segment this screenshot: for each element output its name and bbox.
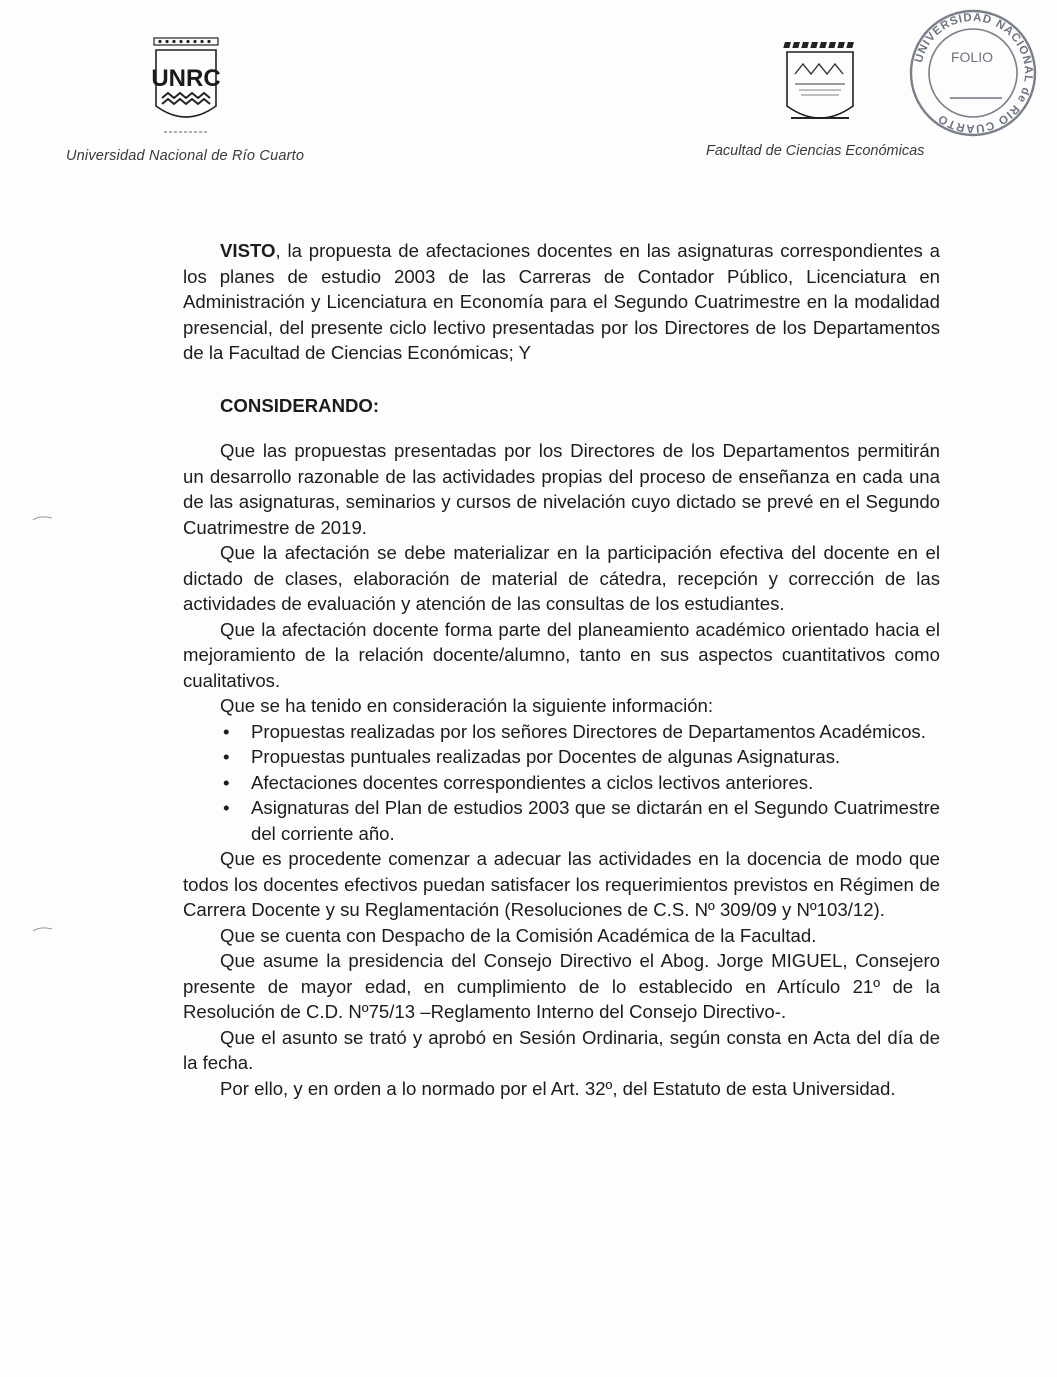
list-item: • Afectaciones docentes correspondientes a ciclos lectivos anteriores. [223, 770, 940, 796]
stamp-ring-text: UNIVERSIDAD NACIONAL de RIO CUARTO [913, 11, 1035, 135]
university-name: Universidad Nacional de Río Cuarto [66, 148, 305, 164]
fce-logo [783, 38, 857, 134]
list-item: • Propuestas realizadas por los señores Directores de Departamentos Académicos. [223, 719, 940, 745]
considerando-paragraph: Que es procedente comenzar a adecuar las actividades en la docencia de modo que todos los docentes efectivos puedan satisfacer los requerimientos previstos en Régimen de Carrera Docente y su Reglamentación (Resoluciones de C.S. Nº 309/09 y Nº103/12). [183, 848, 940, 920]
considerando-paragraph: Que la afectación docente forma parte del planeamiento académico orientado hacia el mejoramiento de la relación docente/alumno, tanto en sus aspectos cuantitativos como cualitativos. [183, 618, 940, 691]
visto-label: VISTO [220, 240, 276, 261]
bullet-icon: • [223, 797, 230, 818]
unrc-logo-text: UNRC [151, 65, 221, 92]
considerando-paragraph: Que se cuenta con Despacho de la Comisión Académica de la Facultad. [220, 924, 817, 946]
list-item: • Propuestas puntuales realizadas por Docentes de algunas Asignaturas. [223, 744, 940, 770]
stamp-label: FOLIO [950, 49, 994, 65]
visto-text: , la propuesta de afectaciones docentes en las asignaturas correspondientes a los planes de estudio 2003 de las Carreras de Contador Público, Licenciatura en Administración y Licenciatura en Economía para el Segundo Cuatrimestre en la modalidad presencial, del presente ciclo lectivo presentadas por los Directores de los Departamentos de la Facultad de Ciencias Económicas; Y [183, 240, 940, 363]
folio-stamp [898, 8, 1048, 138]
considerando-paragraph: Por ello, y en orden a lo normado por el Art. 32º, del Estatuto de esta Universidad. [220, 1077, 896, 1099]
svg-text:UNIVERSIDAD NACIONAL de RIO CU [913, 12, 1034, 134]
considerando-paragraph: Que se ha tenido en consideración la siguiente información: [220, 695, 714, 716]
margin-mark [32, 514, 56, 522]
bullet-icon: • [223, 771, 230, 793]
considerando-heading: CONSIDERANDO: [220, 394, 380, 416]
considerando-paragraph: Que el asunto se trató y aprobó en Sesión Ordinaria, según consta en Acta del día de la fecha. [183, 1026, 940, 1073]
considerando-paragraph: Que la afectación se debe materializar en la participación efectiva del docente en el dictado de clases, elaboración de material de cátedra, recepción y corrección de las actividades de evaluación y atención de las consultas de los estudiantes. [183, 542, 940, 614]
unrc-logo [150, 36, 222, 136]
bullet-icon: • [223, 720, 230, 742]
bullet-icon: • [223, 746, 230, 767]
considerando-paragraph: Que las propuestas presentadas por los Directores de los Departamentos permitirán un desarrollo razonable de las actividades propias del proceso de enseñanza en cada una de las asignaturas, seminarios y cursos de nivelación cuyo dictado se prevé en el Segundo Cuatrimestre de 2019. [183, 440, 940, 538]
list-item: • Asignaturas del Plan de estudios 2003 que se dictarán en el Segundo Cuatrimestre del corriente año. [223, 797, 940, 844]
visto-paragraph [183, 238, 940, 366]
document-body [183, 238, 940, 1101]
faculty-name: Facultad de Ciencias Económicas [706, 143, 925, 159]
information-list [183, 719, 940, 847]
considerando-paragraph: Que asume la presidencia del Consejo Directivo el Abog. Jorge MIGUEL, Consejero presente de mayor edad, en cumplimiento de lo establecido en Artículo 21º de la Resolución de C.D. Nº75/13 –Reglamento Interno del Consejo Directivo-. [183, 950, 940, 1022]
margin-mark [32, 925, 56, 933]
